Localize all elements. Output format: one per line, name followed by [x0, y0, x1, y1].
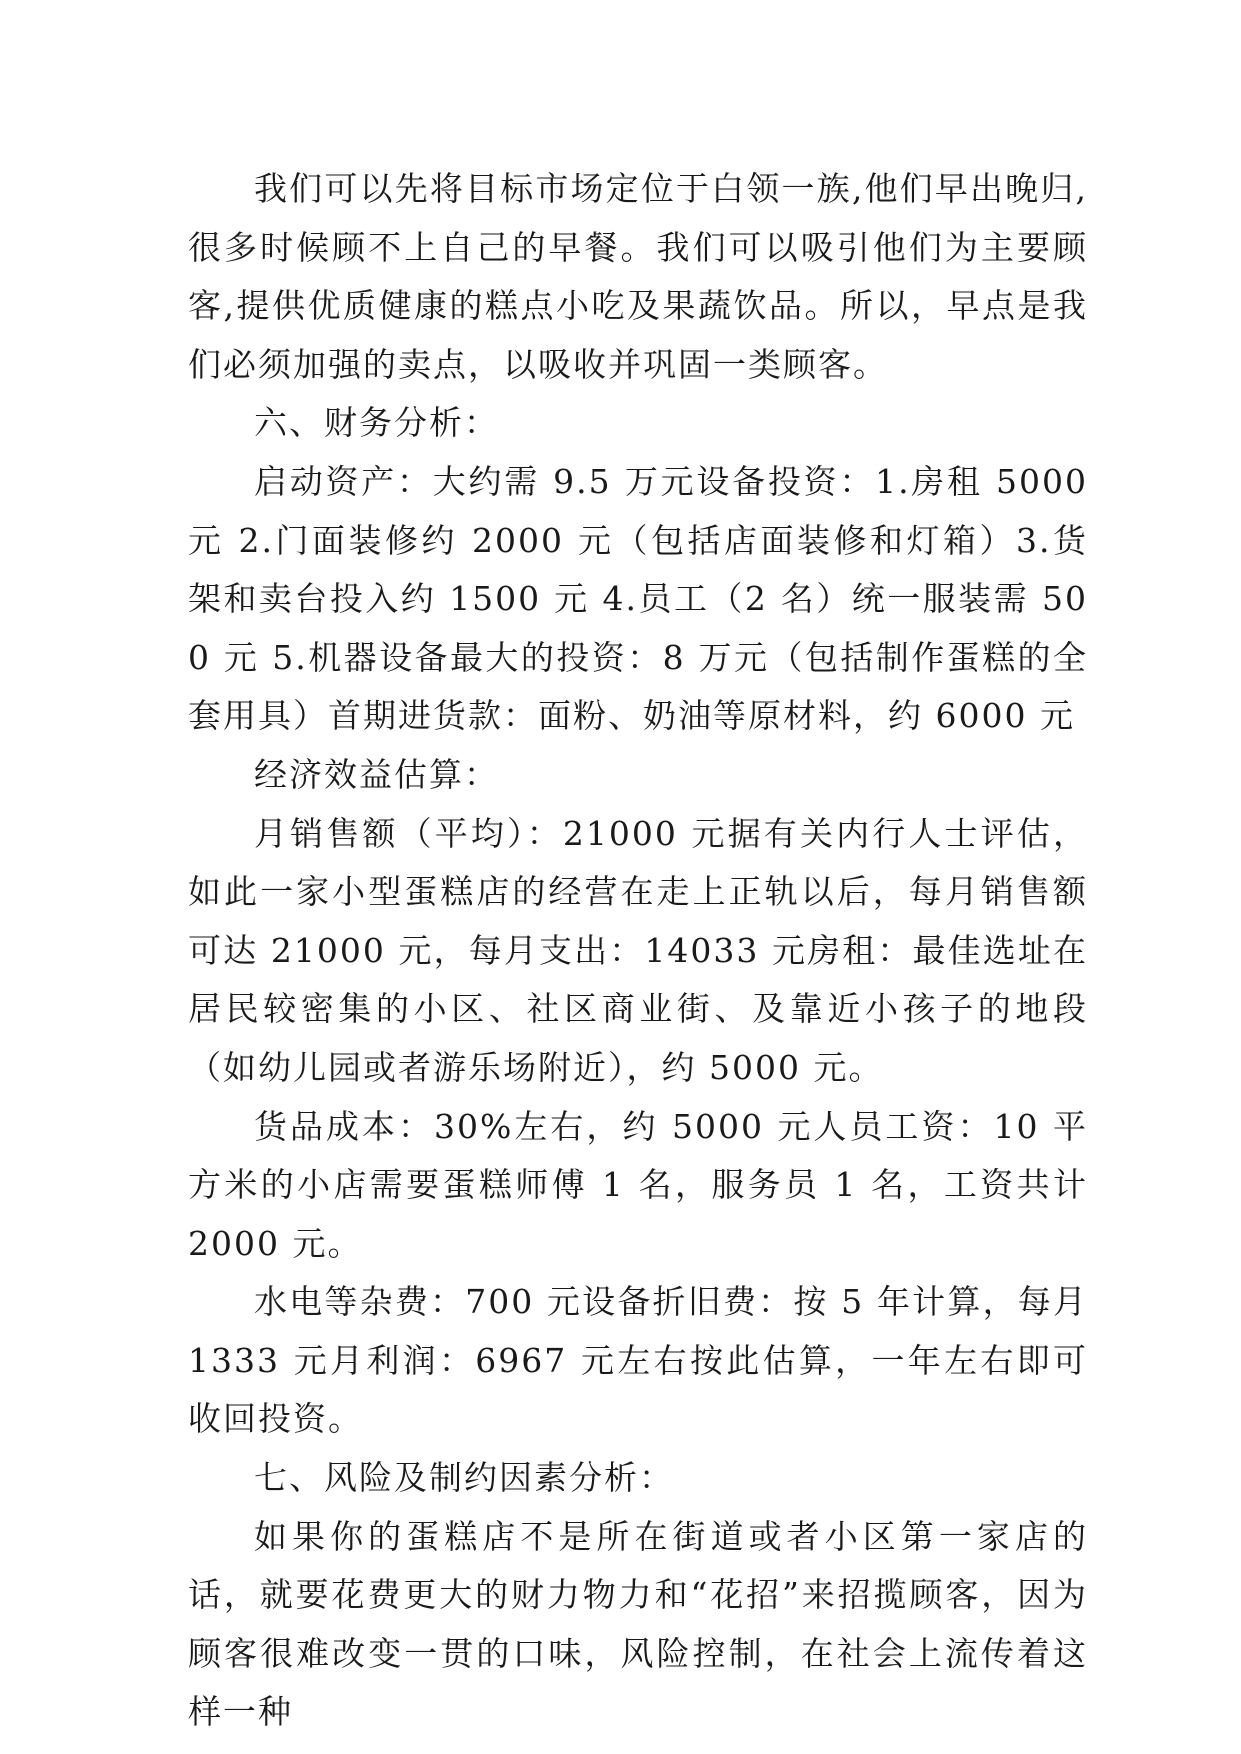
heading-risk-analysis: 七、风险及制约因素分析： — [254, 1458, 674, 1498]
paragraph-target-market: 我们可以先将目标市场定位于白领一族,他们早出晚归,很多时候顾不上自己的早餐。我们可以吸引他们为主要顾客,提供优质健康的糕点小吃及果蔬饮品。所以，早点是我们必须加强的卖点，以吸收并巩固一类顾客。 — [188, 169, 1088, 384]
paragraph-utilities: 水电等杂费：700 元设备折旧费：按 5 年计算，每月 1333 元月利润：6967 元左右按此估算，一年左右即可收回投资。 — [188, 1282, 1088, 1439]
document-body — [188, 160, 1088, 1742]
paragraph-startup-assets: 启动资产：大约需 9.5 万元设备投资：1.房租 5000 元 2.门面装修约 2000 元（包括店面装修和灯箱）3.货架和卖台投入约 1500 元 4.员工（2 名）统一服装需 500 元 5.机器设备最大的投资：8 万元（包括制作蛋糕的全套用具）首期进货款：面粉、奶油等原材料，约 6000 元 — [188, 461, 1088, 736]
paragraph-monthly-sales: 月销售额（平均）：21000 元据有关内行人士评估，如此一家小型蛋糕店的经营在走上正轨以后，每月销售额可达 21000 元，每月支出：14033 元房租：最佳选址在居民较密集的小区、社区商业街、及靠近小孩子的地段（如幼儿园或者游乐场附近），约 5000 元。 — [188, 813, 1088, 1087]
paragraph-goods-cost: 货品成本：30%左右，约 5000 元人员工资：10 平方米的小店需要蛋糕师傅 1 名，服务员 1 名，工资共计 2000 元。 — [188, 1106, 1088, 1263]
paragraph-risk: 如果你的蛋糕店不是所在街道或者小区第一家店的话，就要花费更大的财力物力和“花招”来招揽顾客，因为顾客很难改变一贯的口味，风险控制，在社会上流传着这样一种 — [188, 1516, 1088, 1732]
heading-financial-analysis: 六、财务分析： — [254, 403, 499, 443]
heading-economic-benefit: 经济效益估算： — [254, 754, 499, 794]
